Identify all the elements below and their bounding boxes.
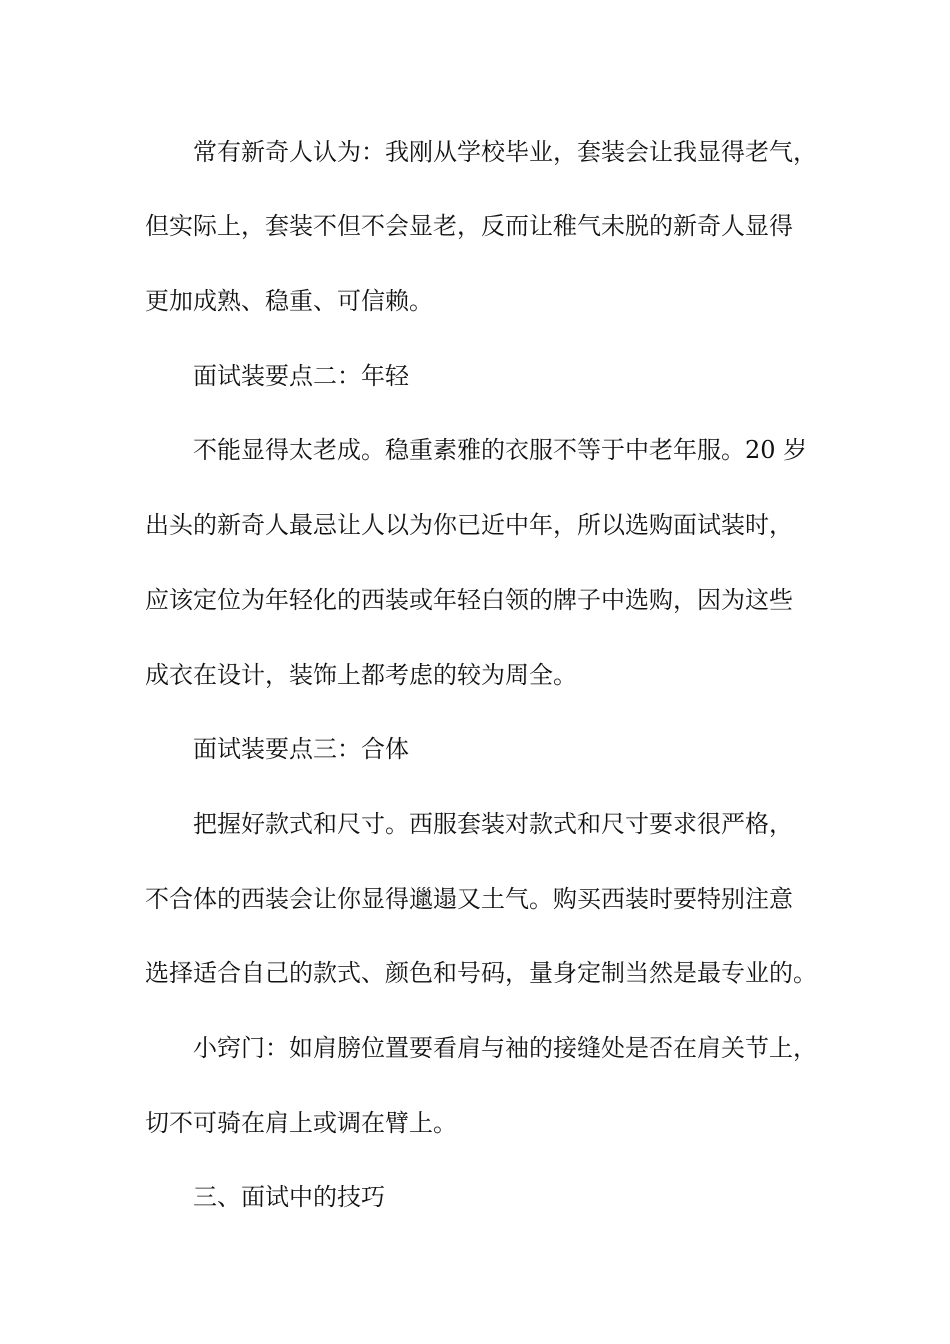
paragraph-line: 小窍门：如肩膀位置要看肩与袖的接缝处是否在肩关节上， <box>193 1034 817 1062</box>
paragraph-line: 不合体的西装会让你显得邋遢又土气。购买西装时要特别注意 <box>145 885 793 913</box>
paragraph-line: 应该定位为年轻化的西装或年轻白领的牌子中选购，因为这些 <box>145 586 793 614</box>
paragraph-line: 不能显得太老成。稳重素雅的衣服不等于中老年服。20 岁 <box>193 436 808 464</box>
section-heading: 面试装要点二：年轻 <box>193 362 409 390</box>
paragraph-line: 但实际上，套装不但不会显老，反而让稚气未脱的新奇人显得 <box>145 212 793 240</box>
paragraph-line: 出头的新奇人最忌让人以为你已近中年，所以选购面试装时， <box>145 511 793 539</box>
paragraph-line: 常有新奇人认为：我刚从学校毕业，套装会让我显得老气， <box>193 138 817 166</box>
section-heading: 三、面试中的技巧 <box>193 1183 385 1211</box>
section-heading: 面试装要点三：合体 <box>193 735 409 763</box>
paragraph-line: 成衣在设计，装饰上都考虑的较为周全。 <box>145 661 577 689</box>
paragraph-line: 选择适合自己的款式、颜色和号码，量身定制当然是最专业的。 <box>145 959 817 987</box>
paragraph-line: 切不可骑在肩上或调在臂上。 <box>145 1109 457 1137</box>
paragraph-line: 更加成熟、稳重、可信赖。 <box>145 287 433 315</box>
paragraph-line: 把握好款式和尺寸。西服套装对款式和尺寸要求很严格， <box>193 810 793 838</box>
